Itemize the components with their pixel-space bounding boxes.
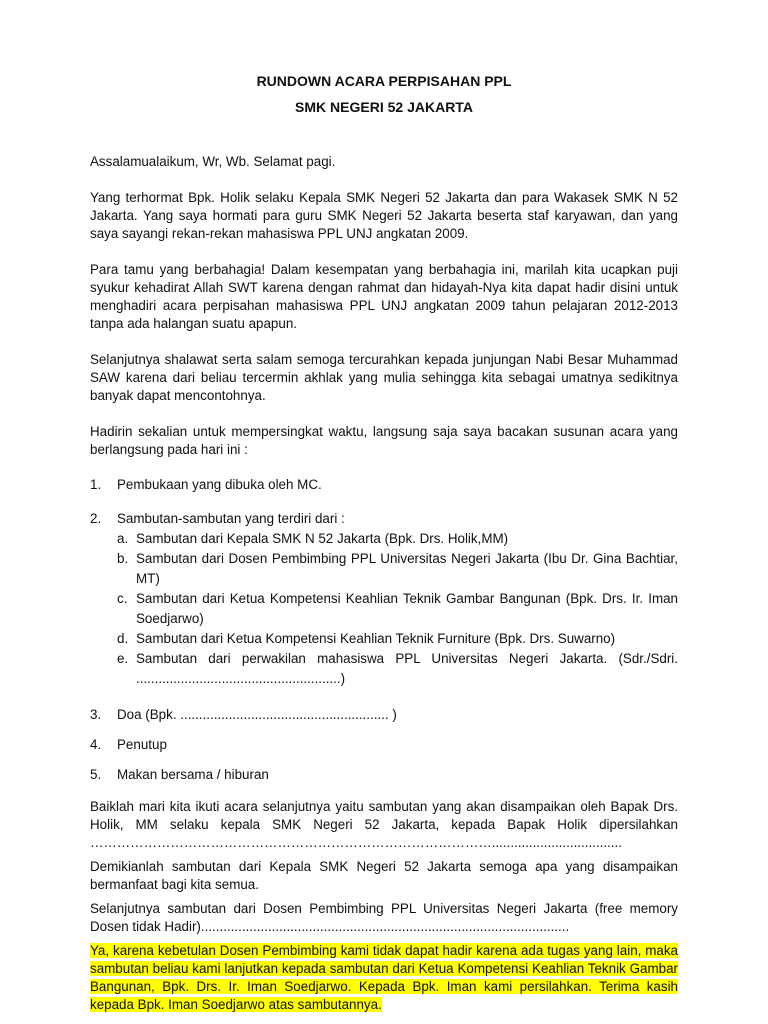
document-subtitle: SMK NEGERI 52 JAKARTA (295, 99, 473, 115)
sambutan-item (117, 649, 678, 689)
sambutan-item (117, 549, 678, 589)
sambutan-sublist (90, 529, 678, 689)
sambutan-letter: a. (117, 531, 129, 546)
sambutan-text: Sambutan dari Ketua Kompetensi Keahlian Teknik Furniture (Bpk. Drs. Suwarno) (136, 631, 616, 646)
sambutan-text: Sambutan dari perwakilan mahasiswa PPL Universitas Negeri Jakarta. (Sdr./Sdri. .......................................................) (136, 651, 678, 686)
agenda-text: Doa (Bpk. ........................................................ ) (117, 707, 397, 722)
paragraph-intro-agenda: Hadirin sekalian untuk mempersingkat waktu, langsung saja saya bacakan susunan acara yang berlangsung pada hari ini : (90, 424, 678, 457)
paragraph-dosen-pembimbing: Selanjutnya sambutan dari Dosen Pembimbing PPL Universitas Negeri Jakarta (free memory Dosen tidak Hadir)................................................................................................... (90, 901, 678, 934)
sambutan-item (117, 629, 678, 649)
sambutan-text: Sambutan dari Dosen Pembimbing PPL Universitas Negeri Jakarta (Ibu Dr. Gina Bachtiar, MT) (136, 551, 678, 586)
paragraph-sambutan-kepala (90, 798, 678, 852)
agenda-number: 2. (90, 511, 102, 526)
document-page (90, 71, 678, 1014)
agenda-number: 3. (90, 707, 102, 722)
agenda-text: Sambutan-sambutan yang terdiri dari : (117, 511, 345, 526)
sambutan-text: Sambutan dari Ketua Kompetensi Keahlian Teknik Gambar Bangunan (Bpk. Drs. Ir. Iman Soedjarwo) (136, 591, 678, 626)
sambutan-item (117, 589, 678, 629)
agenda-item (90, 510, 678, 528)
sambutan-letter: d. (117, 631, 129, 646)
agenda-number: 5. (90, 767, 102, 782)
agenda-number: 1. (90, 477, 102, 492)
sambutan-letter: e. (117, 651, 129, 666)
sambutan-text: Sambutan dari Kepala SMK N 52 Jakarta (Bpk. Drs. Holik,MM) (136, 531, 509, 546)
paragraph-demikianlah: Demikianlah sambutan dari Kepala SMK Negeri 52 Jakarta semoga apa yang disampaikan bermanfaat bagi kita semua. (90, 859, 678, 892)
sambutan-letter: c. (117, 591, 128, 606)
agenda-item (90, 736, 678, 754)
paragraph-shalawat: Selanjutnya shalawat serta salam semoga tercurahkan kepada junjungan Nabi Besar Muhammad SAW karena dari beliau tercermin akhlak yang mulia sehingga kita sebagai umatnya sedikitnya banyak dapat mencontohnya. (90, 352, 678, 403)
agenda-item (90, 476, 678, 494)
agenda-number: 4. (90, 737, 102, 752)
paragraph-gratitude: Para tamu yang berbahagia! Dalam kesempatan yang berbahagia ini, marilah kita ucapkan puji syukur kehadirat Allah SWT karena dengan rahmat dan hidayah-Nya kita dapat hadir disini untuk menghadiri acara perpisahan mahasiswa PPL UNJ angkatan 2009 tahun pelajaran 2012-2013 tanpa ada halangan suatu apapun. (90, 262, 678, 331)
sambutan-letter: b. (117, 551, 129, 566)
highlighted-paragraph (90, 942, 678, 1014)
paragraph-sambutan-kepala-dots: ………………………………………………………………………………................................... (90, 835, 622, 850)
agenda-list (90, 476, 678, 784)
agenda-text: Makan bersama / hiburan (117, 767, 269, 782)
document-title: RUNDOWN ACARA PERPISAHAN PPL (256, 73, 512, 89)
agenda-item (90, 706, 678, 724)
agenda-text: Pembukaan yang dibuka oleh MC. (117, 477, 322, 492)
highlighted-text: Ya, karena kebetulan Dosen Pembimbing kami tidak dapat hadir karena ada tugas yang lain, maka sambutan beliau kami lanjutkan kepada sambutan dari Ketua Kompetensi Keahlian Teknik Gambar Bangunan, Bpk. Drs. Ir. Iman Soedjarwo. Kepada Bpk. Iman kami persilahkan. Terima kasih kepada Bpk. Iman Soedjarwo atas sambutannya. (90, 943, 678, 1012)
greeting: Assalamualaikum, Wr, Wb. Selamat pagi. (90, 154, 336, 169)
agenda-text: Penutup (117, 737, 167, 752)
agenda-item (90, 766, 678, 784)
sambutan-item (117, 529, 678, 549)
paragraph-salutation: Yang terhormat Bpk. Holik selaku Kepala SMK Negeri 52 Jakarta dan para Wakasek SMK N 52 Jakarta. Yang saya hormati para guru SMK Negeri 52 Jakarta beserta staf karyawan, dan yang saya sayangi rekan-rekan mahasiswa PPL UNJ angkatan 2009. (90, 190, 678, 241)
paragraph-sambutan-kepala-text: Baiklah mari kita ikuti acara selanjutnya yaitu sambutan yang akan disampaikan oleh Bapak Drs. Holik, MM selaku kepala SMK Negeri 52 Jakarta, kepada Bapak Holik dipersilahkan (90, 799, 678, 832)
